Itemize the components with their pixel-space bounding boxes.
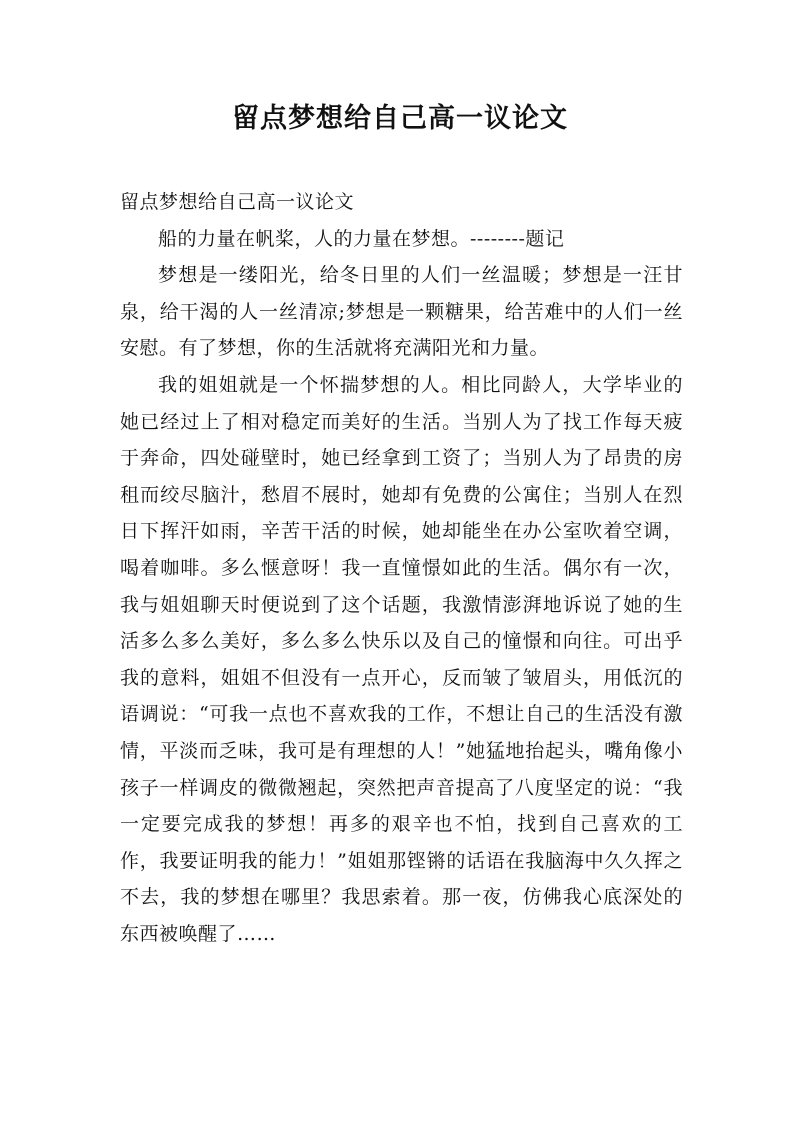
document-body [120,184,683,952]
epigraph-paragraph: 船的力量在帆桨，人的力量在梦想。--------题记 [158,227,565,250]
body-paragraph: 梦想是一缕阳光，给冬日里的人们一丝温暖；梦想是一汪甘泉，给干渴的人一丝清凉;梦想是一颗糖果，给苦难中的人们一丝安慰。有了梦想，你的生活就将充满阳光和力量。 [120,264,683,360]
body-paragraph: 我的姐姐就是一个怀揣梦想的人。相比同龄人，大学毕业的她已经过上了相对稳定而美好的生活。当别人为了找工作每天疲于奔命，四处碰壁时，她已经拿到工资了；当别人为了昂贵的房租而绞尽脑汁，愁眉不展时，她却有免费的公寓住；当别人在烈日下挥汗如雨，辛苦干活的时候，她却能坐在办公室吹着空调，喝着咖啡。多么惬意呀！我一直憧憬如此的生活。偶尔有一次，我与姐姐聊天时便说到了这个话题，我激情澎湃地诉说了她的生活多么多么美好，多么多么快乐以及自己的憧憬和向往。可出乎我的意料，姐姐不但没有一点开心，反而皱了皱眉头，用低沉的语调说：“可我一点也不喜欢我的工作，不想让自己的生活没有激情，平淡而乏味，我可是有理想的人！”她猛地抬起头，嘴角像小孩子一样调皮的微微翘起，突然把声音提高了八度坚定的说：“我一定要完成我的梦想！再多的艰辛也不怕，找到自己喜欢的工作，我要证明我的能力！”姐姐那铿锵的话语在我脑海中久久挥之不去，我的梦想在哪里？我思索着。那一夜，仿佛我心底深处的东西被唤醒了…… [120,373,683,945]
subtitle-line: 留点梦想给自己高一议论文 [120,191,355,213]
document-title: 留点梦想给自己高一议论文 [232,103,568,134]
